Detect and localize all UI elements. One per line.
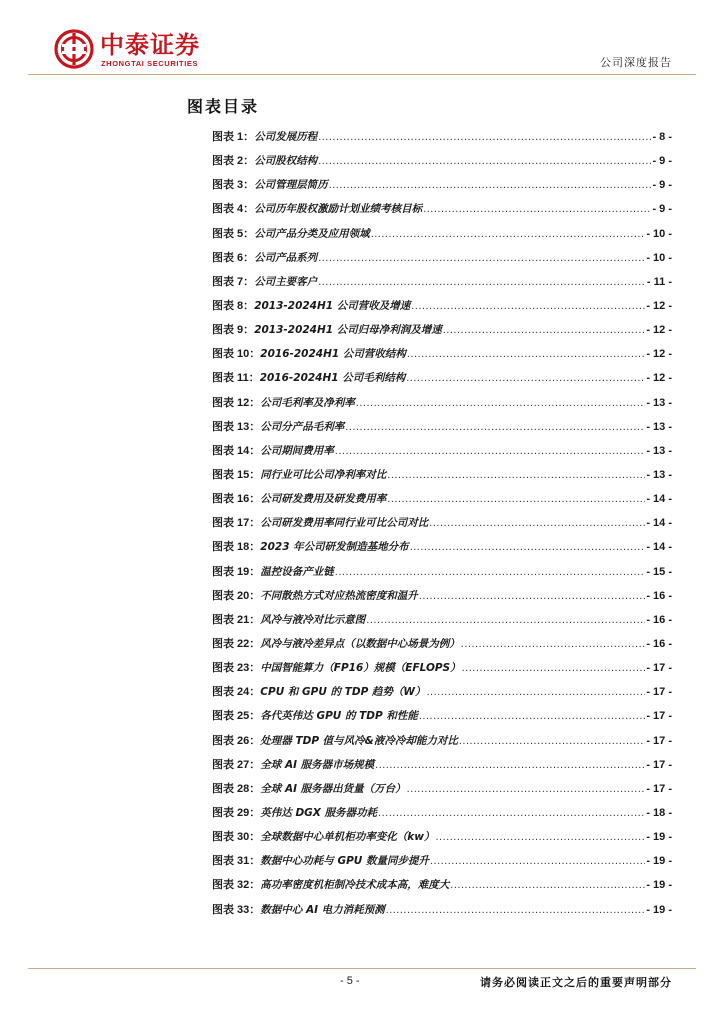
toc-dot-leader <box>318 131 651 143</box>
toc-dot-leader <box>407 783 646 795</box>
toc-entry-title: 公司分产品毛利率 <box>260 420 345 433</box>
toc-dot-leader <box>461 638 646 650</box>
toc-entry-title: 公司期间费用率 <box>260 444 334 457</box>
toc-entry-label: 图表 30： <box>212 831 261 844</box>
toc-entry-page: - 14 - <box>646 541 672 554</box>
toc-entry-title: 2023 年公司研发制造基地分布 <box>260 541 409 554</box>
toc-entry-title: 公司研发费用率同行业可比公司对比 <box>260 517 429 530</box>
toc-entry[interactable] <box>212 152 672 176</box>
toc-entry-label: 图表 14： <box>212 444 261 457</box>
header-divider <box>28 74 696 75</box>
toc-dot-leader <box>407 348 645 360</box>
toc-entry-title: 2013-2024H1 公司归母净利润及增速 <box>254 324 442 337</box>
toc-entry-page: - 19 - <box>646 855 672 868</box>
logo-chinese-name: 中泰证券 <box>100 31 200 59</box>
toc-entry-label: 图表 28： <box>212 782 261 795</box>
toc-dot-leader <box>335 566 646 578</box>
toc-entry-page: - 17 - <box>646 734 672 747</box>
toc-dot-leader <box>318 252 645 264</box>
toc-entry-label: 图表 6： <box>212 251 255 264</box>
toc-entry-label: 图表 10： <box>212 348 261 361</box>
toc-dot-leader <box>375 759 645 771</box>
toc-entry-title: 风冷与液冷对比示意图 <box>260 613 366 626</box>
company-logo <box>54 29 244 73</box>
toc-entry-label: 图表 25： <box>212 710 261 723</box>
toc-entry-label: 图表 20： <box>212 589 261 602</box>
toc-entry-page: - 14 - <box>646 517 672 530</box>
toc-entry-label: 图表 23： <box>212 662 261 675</box>
toc-entry[interactable] <box>212 611 672 635</box>
toc-entry-label: 图表 13： <box>212 420 261 433</box>
toc-entry-title: 风冷与液冷差异点（以数据中心场景为例） <box>260 637 460 650</box>
toc-entry-title: 公司历年股权激励计划业绩考核目标 <box>254 203 423 216</box>
toc-entry-label: 图表 33： <box>212 903 261 916</box>
toc-entry[interactable] <box>212 514 672 538</box>
toc-entry-title: 全球数据中心单机柜功率变化（kw） <box>260 831 435 844</box>
toc-entry-page: - 9 - <box>652 179 672 192</box>
toc-dot-leader <box>345 421 645 433</box>
toc-dot-leader <box>411 300 645 312</box>
toc-entry[interactable] <box>212 297 672 321</box>
toc-entry-label: 图表 12： <box>212 396 261 409</box>
toc-dot-leader <box>419 710 645 722</box>
toc-entry-title: 公司主要客户 <box>254 275 318 288</box>
toc-entry[interactable] <box>212 394 672 418</box>
toc-entry-title: 全球 AI 服务器出货量（万台） <box>260 782 406 795</box>
toc-entry-title: 公司毛利率及净利率 <box>260 396 355 409</box>
toc-entry-page: - 9 - <box>652 155 672 168</box>
toc-entry-title: 公司管理层简历 <box>254 179 328 192</box>
toc-entry-label: 图表 24： <box>212 686 261 699</box>
toc-entry[interactable] <box>212 635 672 659</box>
toc-entry-title: 处理器 TDP 值与风冷&液冷冷却能力对比 <box>260 734 458 747</box>
toc-entry-label: 图表 31： <box>212 855 261 868</box>
toc-dot-leader <box>450 879 645 891</box>
toc-entry-title: 公司产品系列 <box>254 251 318 264</box>
toc-entry-title: 温控设备产业链 <box>260 565 334 578</box>
toc-entry-page: - 18 - <box>646 806 672 819</box>
page-header <box>0 0 724 76</box>
toc-entry-page: - 14 - <box>646 493 672 506</box>
toc-dot-leader <box>329 179 652 191</box>
toc-dot-leader <box>406 372 645 384</box>
toc-entry[interactable] <box>212 200 672 224</box>
footer-disclaimer: 请务必阅读正文之后的重要声明部分 <box>480 976 672 989</box>
toc-entry[interactable] <box>212 780 672 804</box>
toc-entry-label: 图表 21： <box>212 613 261 626</box>
zhongtai-logo-icon <box>54 29 94 69</box>
toc-entry[interactable] <box>212 418 672 442</box>
toc-entry-label: 图表 27： <box>212 758 261 771</box>
toc-entry-title: 2013-2024H1 公司营收及增速 <box>254 299 411 312</box>
toc-entry[interactable] <box>212 128 672 152</box>
toc-entry-page: - 17 - <box>646 686 672 699</box>
toc-entry-label: 图表 8： <box>212 299 255 312</box>
toc-entry[interactable] <box>212 345 672 369</box>
toc-entry[interactable] <box>212 756 672 780</box>
toc-dot-leader <box>430 855 645 867</box>
toc-entry[interactable] <box>212 249 672 273</box>
toc-entry-title: 2016-2024H1 公司营收结构 <box>260 348 406 361</box>
toc-entry-page: - 13 - <box>646 396 672 409</box>
toc-entry-label: 图表 19： <box>212 565 261 578</box>
toc-entry[interactable] <box>212 369 672 393</box>
toc-dot-leader <box>366 614 645 626</box>
toc-entry-title: 数据中心 AI 电力消耗预测 <box>260 903 385 916</box>
toc-dot-leader <box>387 469 645 481</box>
toc-entry-title: 全球 AI 服务器市场规模 <box>260 758 375 771</box>
toc-dot-leader <box>371 228 646 240</box>
toc-entry-page: - 9 - <box>652 203 672 216</box>
toc-entry-label: 图表 7： <box>212 275 255 288</box>
toc-dot-leader <box>356 397 646 409</box>
toc-title: 图表目录 <box>187 97 260 116</box>
toc-entry-page: - 13 - <box>646 468 672 481</box>
toc-entry-page: - 15 - <box>646 565 672 578</box>
toc-entry[interactable] <box>212 683 672 707</box>
logo-english-name: ZHONGTAI SECURITIES <box>101 59 199 68</box>
toc-entry-label: 图表 2： <box>212 155 255 168</box>
toc-entry[interactable] <box>212 659 672 683</box>
toc-entry-title: CPU 和 GPU 的 TDP 趋势（W） <box>260 686 426 699</box>
footer-divider <box>28 968 696 969</box>
toc-entry-title: 高功率密度机柜制冷技术成本高，难度大 <box>260 879 450 892</box>
toc-entry-page: - 8 - <box>652 131 672 143</box>
toc-entry[interactable] <box>212 901 672 925</box>
toc-dot-leader <box>423 203 651 215</box>
toc-entry-label: 图表 32： <box>212 879 261 892</box>
toc-entry[interactable] <box>212 225 672 249</box>
toc-dot-leader <box>462 662 646 674</box>
toc-dot-leader <box>427 686 646 698</box>
toc-entry-label: 图表 11： <box>212 372 260 385</box>
toc-dot-leader <box>429 517 645 529</box>
toc-entry-page: - 16 - <box>646 637 672 650</box>
toc-entry[interactable] <box>212 732 672 756</box>
toc-entry-page: - 13 - <box>646 444 672 457</box>
toc-entry-title: 英伟达 DGX 服务器功耗 <box>260 806 378 819</box>
toc-entry-label: 图表 15： <box>212 468 261 481</box>
toc-entry-page: - 19 - <box>646 879 672 892</box>
toc-entry[interactable] <box>212 707 672 731</box>
toc-entry-page: - 10 - <box>646 227 672 240</box>
toc-dot-leader <box>387 493 645 505</box>
page-number: - 5 - <box>340 975 360 987</box>
toc-dot-leader <box>378 807 645 819</box>
toc-entry-label: 图表 22： <box>212 637 261 650</box>
toc-entry-label: 图表 18： <box>212 541 261 554</box>
toc-entry[interactable] <box>212 804 672 828</box>
toc-entry[interactable] <box>212 273 672 297</box>
toc-entry[interactable] <box>212 442 672 466</box>
toc-entry[interactable] <box>212 828 672 852</box>
toc-dot-leader <box>318 155 651 167</box>
toc-entry-label: 图表 4： <box>212 203 255 216</box>
toc-entry-title: 公司股权结构 <box>254 155 318 168</box>
toc-entry-label: 图表 26： <box>212 734 261 747</box>
toc-dot-leader <box>459 735 645 747</box>
toc-entry-title: 数据中心功耗与 GPU 数量同步提升 <box>260 855 429 868</box>
toc-entry-label: 图表 16： <box>212 493 261 506</box>
toc-entry[interactable] <box>212 876 672 900</box>
toc-dot-leader <box>410 541 646 553</box>
toc-entry-page: - 19 - <box>646 903 672 916</box>
toc-entry-page: - 12 - <box>646 324 672 337</box>
toc-entry-title: 公司产品分类及应用领域 <box>254 227 370 240</box>
toc-entry-page: - 12 - <box>646 372 672 385</box>
toc-entry-title: 各代英伟达 GPU 的 TDP 和性能 <box>260 710 418 723</box>
toc-entry-title: 中国智能算力（FP16）规模（EFLOPS） <box>260 662 461 675</box>
toc-entry-page: - 16 - <box>646 589 672 602</box>
toc-entry-page: - 19 - <box>646 831 672 844</box>
toc-entry-page: - 17 - <box>646 710 672 723</box>
toc-entry-title: 公司研发费用及研发费用率 <box>260 493 387 506</box>
toc-dot-leader <box>419 590 646 602</box>
toc-entry-title: 公司发展历程 <box>254 131 318 143</box>
toc-entry[interactable] <box>212 587 672 611</box>
toc-entry-label: 图表 9： <box>212 324 255 337</box>
toc-dot-leader <box>335 445 646 457</box>
toc-dot-leader <box>386 904 646 916</box>
toc-entry[interactable] <box>212 321 672 345</box>
toc-entry-page: - 11 - <box>646 275 672 288</box>
toc-entry-title: 不同散热方式对应热流密度和温升 <box>260 589 418 602</box>
toc-entry-title: 同行业可比公司净利率对比 <box>260 468 387 481</box>
toc-entry-page: - 16 - <box>646 613 672 626</box>
toc-entry[interactable] <box>212 176 672 200</box>
toc-entry[interactable] <box>212 538 672 562</box>
toc-entry-label: 图表 1： <box>212 131 255 143</box>
report-type-label: 公司深度报告 <box>600 56 672 69</box>
toc-entry-title: 2016-2024H1 公司毛利结构 <box>259 372 406 385</box>
toc-dot-leader <box>318 276 646 288</box>
toc-entry-label: 图表 29： <box>212 806 261 819</box>
toc-entry-label: 图表 5： <box>212 227 255 240</box>
toc-entry-page: - 17 - <box>646 758 672 771</box>
toc-entry-page: - 12 - <box>646 348 672 361</box>
toc-entry[interactable] <box>212 466 672 490</box>
toc-entry-page: - 17 - <box>646 662 672 675</box>
toc-entry[interactable] <box>212 852 672 876</box>
toc-entry-label: 图表 3： <box>212 179 255 192</box>
toc-entry-page: - 10 - <box>646 251 672 264</box>
toc-entry-page: - 12 - <box>646 299 672 312</box>
toc-dot-leader <box>435 831 645 843</box>
toc-entry-label: 图表 17： <box>212 517 261 530</box>
toc-entry[interactable] <box>212 490 672 514</box>
toc-entry-page: - 13 - <box>646 420 672 433</box>
toc-dot-leader <box>443 324 646 336</box>
toc-entry-page: - 17 - <box>646 782 672 795</box>
toc-list <box>212 128 672 925</box>
toc-entry[interactable] <box>212 563 672 587</box>
